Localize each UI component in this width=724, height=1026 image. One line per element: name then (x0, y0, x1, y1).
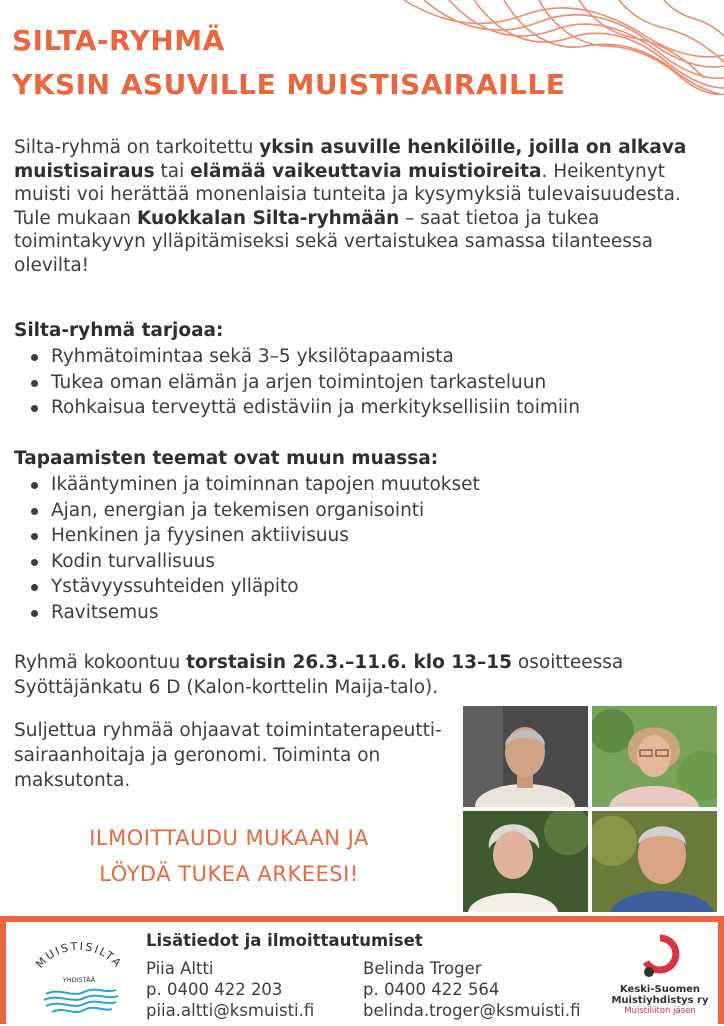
list-item: Ystävyyssuhteiden ylläpito (14, 574, 480, 600)
list-item: Tukea oman elämän ja arjen toimintojen tarkasteluun (14, 370, 580, 396)
contact-piia (146, 958, 314, 1021)
cta-line-1: ILMOITTAUDU MUKAAN JA (89, 826, 369, 850)
photo-woman-smiling (463, 811, 588, 912)
leaders-info: Suljettua ryhmää ohjaavat toimintaterapeutti-sairaanhoitaja ja geronomi. Toiminta on maksutonta. (14, 720, 442, 791)
contact-name: Belinda Troger (363, 959, 482, 978)
photo-man-gray-hair (463, 706, 588, 807)
contact-name: Piia Altti (146, 959, 214, 978)
offer-list (14, 344, 580, 421)
footer-band (0, 916, 724, 1024)
photo-woman-glasses (592, 706, 717, 807)
footer-panel (6, 922, 718, 1024)
list-item: Ryhmätoimintaa sekä 3–5 yksilötapaamista (14, 344, 580, 370)
svg-text:MUISTISILTA: MUISTISILTA (33, 939, 125, 971)
contact-belinda (363, 958, 581, 1021)
keski-suomen-muistiyhdistys-logo: Keski-Suomen Muistiyhdistys ry Muistiliiton jäsen (610, 934, 710, 1026)
list-item: Ikääntyminen ja toiminnan tapojen muutokset (14, 472, 480, 498)
contact-phone[interactable]: p. 0400 422 203 (146, 980, 283, 999)
list-item: Kodin turvallisuus (14, 549, 480, 575)
page-subtitle: YKSIN ASUVILLE MUISTISAIRAILLE (12, 68, 566, 101)
muistiyhdistys-mark-icon (640, 934, 680, 980)
list-item: Ajan, energian ja tekemisen organisointi (14, 498, 480, 524)
muistisilta-logo (24, 932, 134, 1022)
meeting-info: Ryhmä kokoontuu torstaisin 26.3.–11.6. klo 13–15 osoitteessa Syöttäjänkatu 6 D (Kalon-korttelin Maija-talo). (14, 652, 624, 698)
list-item: Rohkaisua terveyttä edistäviin ja merkityksellisiin toimiin (14, 395, 580, 421)
contact-phone[interactable]: p. 0400 422 564 (363, 980, 500, 999)
intro-paragraph: Silta-ryhmä on tarkoitettu yksin asuville henkilöille, joilla on alkava muistisairaus tai elämää vaikeuttavia muistioireita. Heikentynyt muisti voi herättää monenlaisia tunteita ja kysymyksiä tulevaisuudesta. Tule mukaan Kuokkalan Silta-ryhmään – saat tietoa ja tukea toimintakyvyn ylläpitämiseksi sekä vertaistukea samassa tilanteessa olevilta! (14, 137, 687, 276)
photo-collage (463, 706, 717, 912)
list-item: Ravitsemus (14, 600, 480, 626)
svg-text:YHDISTÄÄ: YHDISTÄÄ (62, 976, 96, 984)
photo-man-laughing (592, 811, 717, 912)
list-item: Henkinen ja fyysinen aktiivisuus (14, 523, 480, 549)
themes-heading: Tapaamisten teemat ovat muun muassa: (14, 448, 439, 469)
offer-heading: Silta-ryhmä tarjoaa: (14, 320, 224, 341)
contact-email[interactable]: belinda.troger@ksmuisti.fi (363, 1001, 581, 1020)
page-title: SILTA-RYHMÄ (12, 24, 225, 57)
contact-email[interactable]: piia.altti@ksmuisti.fi (146, 1001, 315, 1020)
themes-list (14, 472, 480, 625)
footer-heading: Lisätiedot ja ilmoittautumiset (146, 931, 423, 950)
cta-line-2: LÖYDÄ TUKEA ARKEESI! (99, 862, 359, 886)
